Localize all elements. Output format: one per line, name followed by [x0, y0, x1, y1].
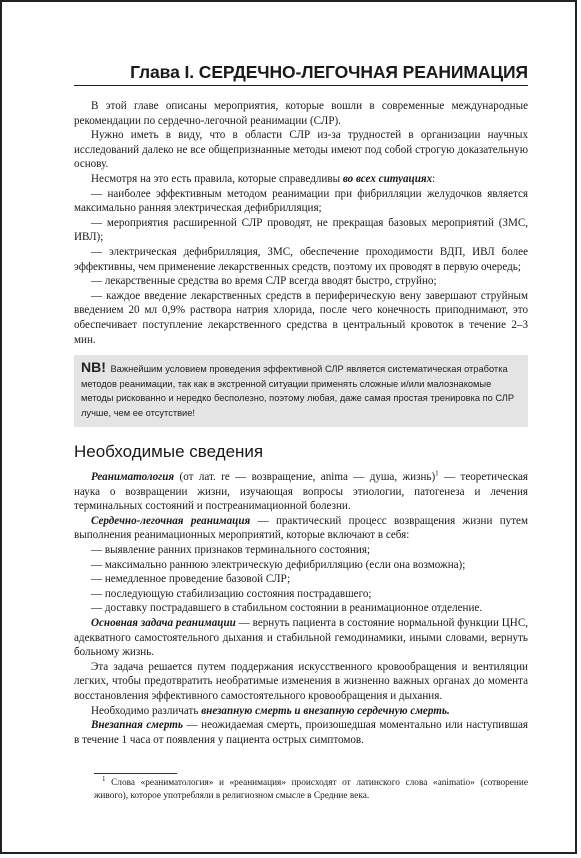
- chapter-title: Глава I. СЕРДЕЧНО-ЛЕГОЧНАЯ РЕАНИМАЦИЯ: [130, 62, 528, 82]
- cpr-step-item: — немедленное проведение базовой СЛР;: [91, 573, 291, 586]
- footnote-ref: 1: [435, 469, 439, 478]
- task-method-paragraph: Эта задача решается путем поддержания искусственного кровообращения и вентиляции легких, чтобы предотвратить необратимые изменения в жизненно важных органах до момента восстановления эффективного самостоятельного кровообращения и дыхания.: [74, 660, 528, 702]
- rule-item: — лекарственные средства во время СЛР всегда вводят быстро, струйно;: [91, 275, 437, 288]
- nb-text: Важнейшим условием проведения эффективной СЛР является систематическая отработка методов реанимации, так как в экстренной ситуации применять сложные и/или малознакомые методы рискованно и нередко бесполезно, поэтому любая, даже самая простая тренировка по СЛР лучше, чем ее отсутствие!: [81, 364, 515, 418]
- sudden-death-paragraph: [74, 718, 528, 747]
- cpr-step-item: — доставку пострадавшего в стабильном состоянии в реанимационное отделение.: [91, 602, 483, 615]
- term-main-task: Основная задача реанимации: [91, 616, 236, 629]
- cpr-step-item: — максимально раннюю электрическую дефибрилляцию (если она возможна);: [91, 558, 466, 571]
- chapter-title-rule: [74, 85, 528, 86]
- distinguish-text: Необходимо различать: [91, 704, 202, 717]
- rule-item: — каждое введение лекарственных средств в периферическую вену завершают струйным введением 20 мл 0,9% раствора натрия хлорида, после чего конечность приподнимают, это обеспечивает поступление лекарственного средства в центральный кровоток в течение 2–3 мин.: [74, 289, 528, 346]
- definition-text: — теоретическая наука о возвращении жизни, изучающая вопросы этиологии, патогенеза и лечения терминальных состояний и постреанимационной болезни.: [74, 471, 528, 513]
- cpr-step-item: — последующую стабилизацию состояния пострадавшего;: [91, 587, 372, 600]
- necessary-info-section: [74, 470, 528, 747]
- intro-paragraph-2: Нужно иметь в виду, что в области СЛР из-за трудностей в организации научных исследований далеко не все общепризнанные методы имеют под собой строгую доказательную основу.: [74, 129, 528, 171]
- definition-reanimatology: [74, 470, 528, 514]
- rules-emphasis: во всех ситуациях: [342, 172, 433, 185]
- footnote-text: Слова «реаниматология» и «реанимация» происходят от латинского слова «animatio» (сотворение живого), которое употребляли в религиозном смысле в Средние века.: [94, 778, 528, 801]
- intro-paragraph-1: В этой главе описаны мероприятия, которые вошли в современные международные рекомендации по сердечно-легочной реанимации (СЛР).: [74, 100, 528, 127]
- footnote: [94, 774, 528, 802]
- nb-tag: NB!: [81, 359, 106, 375]
- term-reanimatology: Реаниматология: [91, 471, 175, 483]
- definition-cpr: [74, 514, 528, 543]
- distinguish-paragraph: [74, 704, 528, 719]
- definition-text: — практический процесс возвращения жизни путем выполнения реанимационных мероприятий, которые включают в себя:: [74, 514, 528, 542]
- definition-etymology: (от лат. re — возвращение, anima — душа, жизнь): [174, 471, 436, 483]
- footnote-marker: 1: [102, 774, 106, 783]
- main-task-text: — вернуть пациента в состояние нормальной функции ЦНС, адекватного самостоятельного дыхания и стабильной гемодинамики, иными словами, вернуть больному жизнь.: [74, 616, 528, 659]
- term-cpr: Сердечно-легочная реанимация: [91, 514, 251, 527]
- section-title: Необходимые сведения: [74, 442, 264, 461]
- rule-item: — мероприятия расширенной СЛР проводят, не прекращая базовых мероприятий (ЗМС, ИВЛ);: [74, 216, 528, 244]
- rule-item: — наиболее эффективным методом реанимации при фибрилляции желудочков является максимально ранняя электрическая дефибрилляция;: [74, 187, 528, 215]
- main-task-paragraph: [74, 616, 528, 660]
- rules-colon: :: [432, 172, 436, 185]
- distinguish-emphasis: внезапную смерть и внезапную сердечную смерть.: [201, 704, 450, 717]
- rules-lead-text: Несмотря на это есть правила, которые справедливы: [91, 172, 343, 185]
- intro-paragraph-3: [74, 172, 528, 187]
- intro-section: [74, 99, 528, 347]
- footnote-rule: [94, 773, 177, 774]
- rule-item: — электрическая дефибрилляция, ЗМС, обеспечение проходимости ВДП, ИВЛ более эффективны, чем применение лекарственных средств, поэтому их проводят в первую очередь;: [74, 245, 528, 273]
- cpr-step-item: — выявление ранних признаков терминального состояния;: [91, 543, 371, 556]
- sudden-death-text: — неожидаемая смерть, произошедшая моментально или наступившая в течение 1 часа от появления у пациента острых симптомов.: [74, 719, 529, 746]
- nb-callout-box: [74, 355, 528, 427]
- term-sudden-death: Внезапная смерть: [91, 719, 183, 732]
